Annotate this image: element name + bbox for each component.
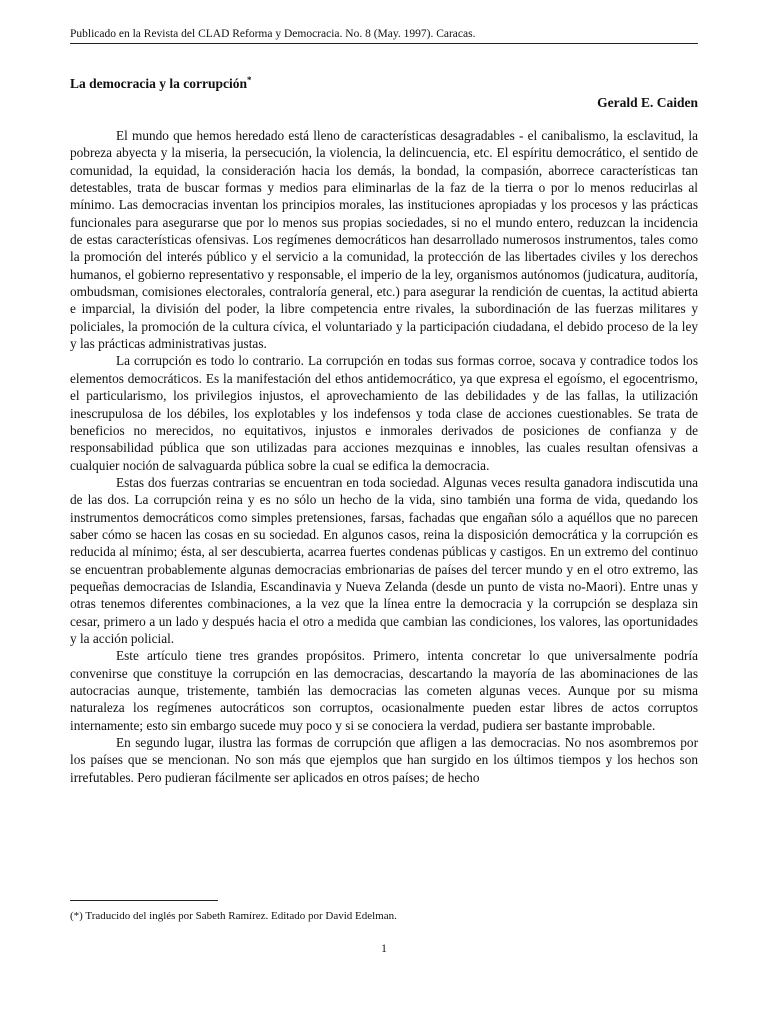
article-title: [70, 75, 251, 93]
article-body: [70, 127, 698, 786]
running-header: Publicado en la Revista del CLAD Reforma y Democracia. No. 8 (May. 1997). Caracas.: [70, 28, 476, 40]
body-paragraph: El mundo que hemos heredado está lleno de características desagradables - el canibalismo, la esclavitud, la pobreza abyecta y la miseria, la persecución, la violencia, la delincuencia, etc. El espíritu democrático, el sentido de comunidad, la equidad, la consideración hacia los demás, la bondad, la compasión, aborrece características tan detestables, trata de buscar formas y medios para eliminarlas de la faz de la tierra o por lo menos reducirlas al mínimo. Las democracias inventan los principios morales, las instituciones apropiadas y los procesos y las prácticas funcionales para asegurarse que por lo menos sus propias sociedades, si no el mundo entero, reduzcan la incidencia de estas características ofensivas. Los regímenes democráticos han desarrollado numerosos instrumentos, tales como la promoción del interés público y el servicio a la comunidad, la protección de las libertades civiles y los derechos humanos, el gobierno representativo y responsable, el imperio de la ley, organismos autónomos (judicatura, auditoría, ombudsman, comisiones electorales, contraloría general, etc.) para asegurar la rendición de cuentas, la actitud abierta e imparcial, la división del poder, la libre competencia entre rivales, la subordinación de las fuerzas militares y policiales, la promoción de la cultura cívica, el voluntariado y la participación ciudadana, el debido proceso de la ley y las prácticas administrativas justas.: [70, 128, 698, 352]
article-title-text: La democracia y la corrupción: [70, 76, 247, 91]
body-paragraph: En segundo lugar, ilustra las formas de corrupción que afligen a las democracias. No nos asombremos por los países que se mencionan. No son más que ejemplos que han surgido en los últimos tiempos y los hechos son irrefutables. Pero pudieran fácilmente ser aplicados en otros países; de hecho: [70, 735, 698, 785]
article-author: Gerald E. Caiden: [597, 95, 698, 110]
header-rule: [70, 43, 698, 44]
body-paragraph: Estas dos fuerzas contrarias se encuentran en toda sociedad. Algunas veces resulta ganadora indiscutida una de las dos. La corrupción reina y es no sólo un hecho de la vida, sino también una forma de vida, quedando los instrumentos democráticos como simples pretensiones, farsas, fachadas que engañan sólo a aquéllos que no parecen saber cómo se hacen las cosas en su sociedad. En algunos casos, reina la disposición democrática y la corrupción es reducida al mínimo; ésta, al ser descubierta, acarrea fuertes condenas públicas y castigos. En un extremo del continuo se encuentran probablemente algunas democracias embrionarias de países del tercer mundo y en el otro extremo, las pequeñas democracias de Islandia, Escandinavia y Nueva Zelanda (desde un punto de vista no-Maori). Entre unas y otras tenemos diferentes combinaciones, a la vez que la línea entre la democracia y la corrupción se desplaza sin cesar, primero a un lado y después hacia el otro a medida que cambian las condiciones, los valores, las oportunidades y la acción policial.: [70, 474, 698, 646]
body-paragraph: La corrupción es todo lo contrario. La corrupción en todas sus formas corroe, socava y contradice todos los elementos democráticos. Es la manifestación del ethos antidemocrático, ya que expresa el egoísmo, el egocentrismo, el particularismo, los privilegios injustos, el aprovechamiento de las debilidades y de las fallas, la utilización inescrupulosa de los débiles, los explotables y los indefensos y toda clase de acciones cuestionables. Se trata de beneficios no merecidos, no equitativos, injustos e inmorales derivados de posiciones de confianza y de responsabilidad pública que son utilizadas para acciones mezquinas e innobles, las cuales resultan ofensivas a cualquier noción de salvaguarda pública sobre la cual se edifica la democracia.: [70, 353, 698, 473]
title-footnote-marker: *: [246, 75, 252, 85]
footnote: (*) Traducido del inglés por Sabeth Ramírez. Editado por David Edelman.: [70, 910, 397, 922]
footnote-rule: [70, 900, 218, 901]
page-number: 1: [381, 943, 387, 955]
body-paragraph: Este artículo tiene tres grandes propósitos. Primero, intenta concretar lo que universalmente podría convenirse que constituye la corrupción en las democracias, descartando la mayoría de las abominaciones de las autocracias aunque, tristemente, también las democracias las cometen algunas veces. Aunque por su misma naturaleza los regímenes autocráticos son corruptos, ocasionalmente pueden estar libres de actos corruptos internamente; esto sin embargo sucede muy poco y si se conociera la verdad, pudiera ser bastante improbable.: [70, 648, 698, 733]
